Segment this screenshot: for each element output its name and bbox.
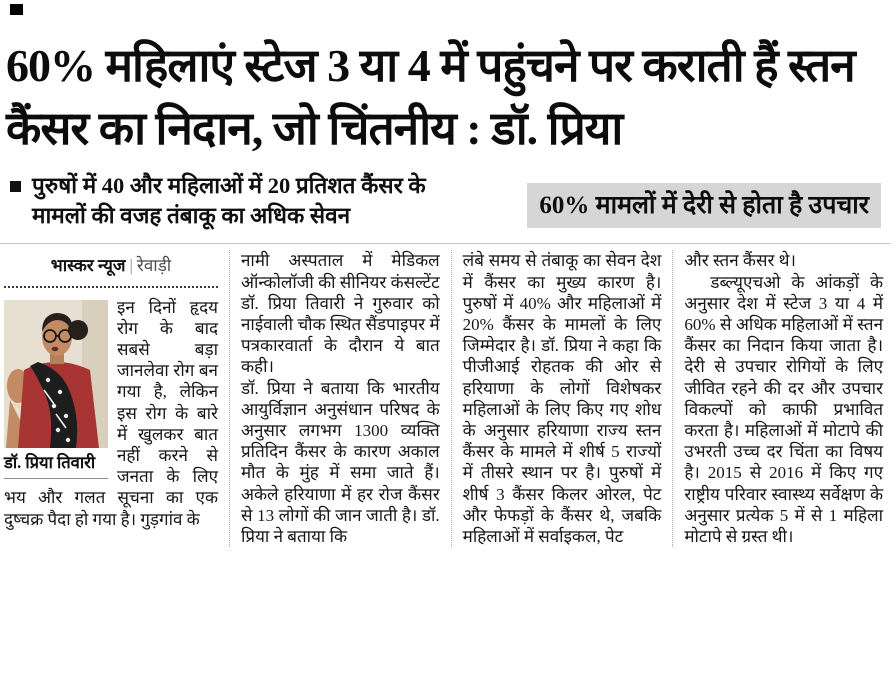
highlight-box: 60% मामलों में देरी से होता है उपचार: [527, 183, 881, 228]
column-1: [4, 250, 218, 547]
column-2: [229, 250, 440, 547]
byline-source: भास्कर न्यूज: [50, 256, 126, 276]
article-headline: 60% महिलाएं स्टेज 3 या 4 में पहुंचने पर कराती हैं स्तन कैंसर का निदान, जो चिंतनीय : डॉ. प्रिया: [6, 40, 855, 155]
column-1-body: [4, 297, 218, 530]
column-3: [451, 250, 662, 547]
column-2-paragraph: नामी अस्पताल में मेडिकल ऑन्कोलॉजी की सीनियर कंसल्टेंट डॉ. प्रिया तिवारी ने गुरुवार को नाईवाली चौक स्थित सैंडपाइपर में पत्रकारवार्ता के दौरान ये बात कही।: [241, 251, 440, 377]
column-4-paragraph: और स्तन कैंसर थे।: [684, 251, 796, 271]
doctor-photo: [4, 300, 108, 448]
byline: [4, 250, 218, 287]
body-columns: [0, 244, 891, 547]
column-1-paragraph: इन दिनों हृदय रोग के बाद सबसे बड़ा जानलेवा रोग बन गया है, लेकिन इस रोग के बारे में खुलकर बात नहीं करने से जनता के लिए भय और गलत सूचना का एक दुष्चक्र पैदा हो गया है। गुड़गांव के: [4, 297, 218, 529]
byline-location: रेवाड़ी: [136, 256, 172, 276]
bullet-square-icon: [10, 181, 21, 192]
photo-caption: डॉ. प्रिया तिवारी: [4, 448, 108, 479]
scan-corner-mark: [10, 4, 23, 15]
column-3-paragraph: लंबे समय से तंबाकू का सेवन देश में कैंसर का मुख्य कारण है। पुरुषों में 40% और महिलाओं में 20% कैंसर के मामलों के लिए जिम्मेदार है। डॉ. प्रिया ने कहा कि पीजीआई रोहतक की ओर से हरियाणा के लोगों विशेषकर महिलाओं के लिए किए गए शोध के अनुसार हरियाणा राज्य स्तन कैंसर के मामले में शीर्ष 5 राज्यों में तीसरे स्थान पर है। पुरुषों में शीर्ष 3 कैंसर किलर ओरल, पेट और फेफड़ों के कैंसर थे, जबकि महिलाओं में सर्वाइकल, पेट: [462, 251, 662, 546]
deck: [10, 171, 478, 230]
photo-figure: [4, 300, 108, 479]
deck-text: पुरुषों में 40 और महिलाओं में 20 प्रतिशत कैंसर के मामलों की वजह तंबाकू का अधिक सेवन: [32, 172, 426, 228]
deck-row: [10, 171, 881, 230]
column-4-paragraph: डब्ल्यूएचओ के आंकड़ों के अनुसार देश में स्टेज 3 या 4 में 60% से अधिक महिलाओं में स्तन कैंसर का निदान किया जाता है। देरी से उपचार रोगियों के लिए जीवित रहने की दर और उपचार विकल्पों को काफी प्रभावित करता है। महिलाओं में मोटापे की उभरती उच्च दर चिंता का विषय है। 2015 से 2016 में किए गए राष्ट्रीय परिवार स्वास्थ्य सर्वेक्षण के अनुसार प्रत्येक 5 में से 1 महिला मोटापे से ग्रस्त थी।: [684, 272, 884, 546]
column-4: [672, 250, 883, 547]
column-2-paragraph: डॉ. प्रिया ने बताया कि भारतीय आयुर्विज्ञान अनुसंधान परिषद के अनुसार लगभग 1300 व्यक्ति प्रतिदिन कैंसर के कारण अकाल मौत के मुंह में समा जाते हैं। अकेले हरियाणा में हर रोज कैंसर से 13 लोगों की जान जाती है। डॉ. प्रिया ने बताया कि: [241, 378, 440, 546]
byline-divider: |: [129, 256, 133, 276]
